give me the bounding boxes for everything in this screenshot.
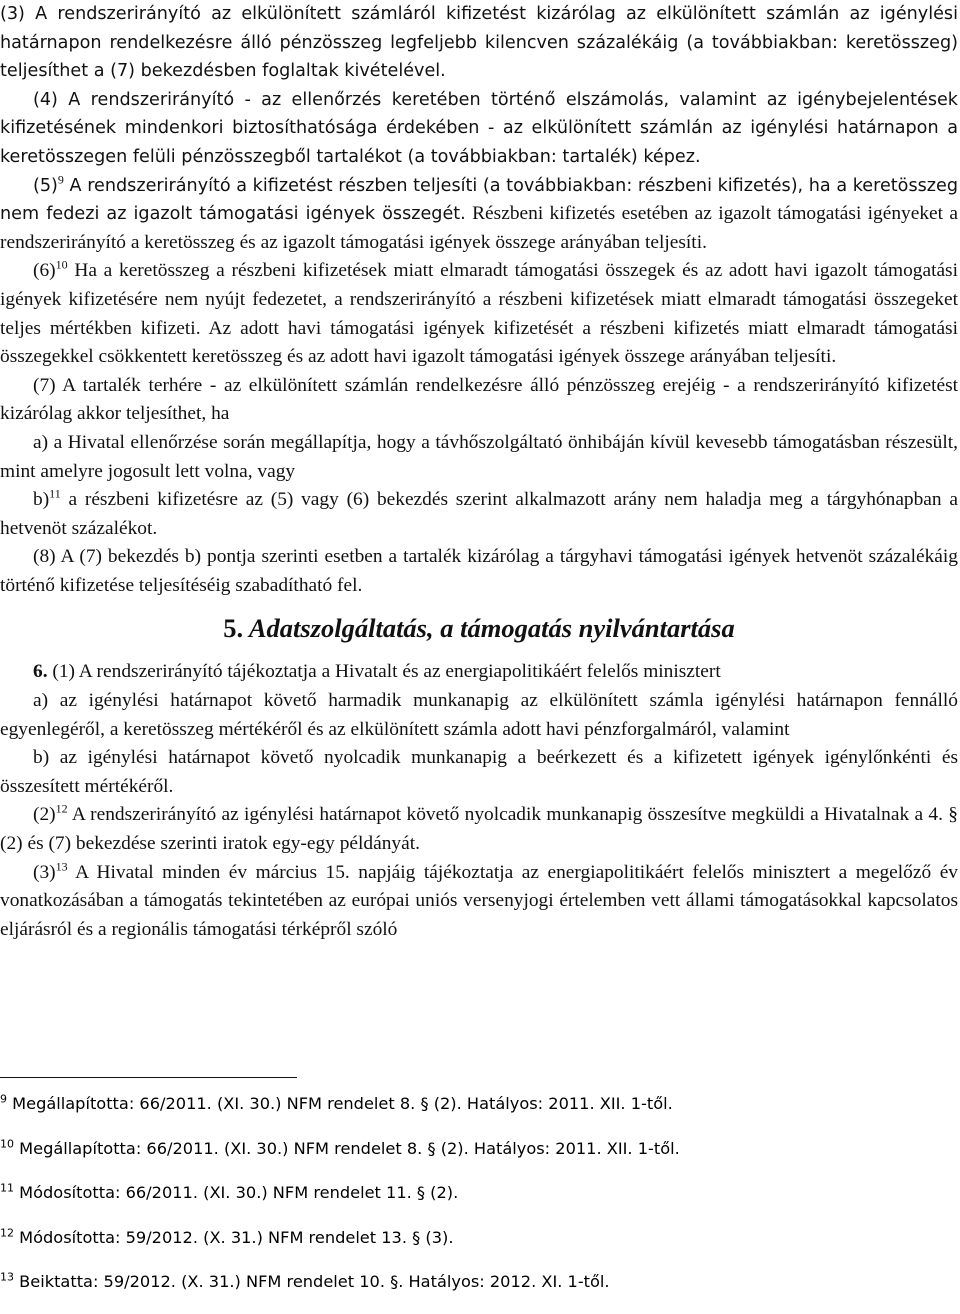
section-6-paragraph-3-number: (3) (33, 861, 56, 883)
paragraph-6 (0, 257, 958, 371)
footnote-item (0, 1180, 958, 1225)
footnote-text: Módosította: 66/2011. (XI. 30.) NFM rendelet 11. § (2). (14, 1183, 459, 1203)
paragraph-8: (8) A (7) bekezdés b) pontja szerinti esetben a tartalék kizárólag a tárgyhavi támogatási igények hetvenöt százalékáig történő kifizetése teljesítéséig szabadítható fel. (0, 546, 958, 596)
footnotes (0, 1091, 958, 1314)
section-6-text: (1) A rendszerirányító tájékoztatja a Hivatalt és az energiapolitikáért felelős minisztert (47, 661, 721, 683)
footnote-ref-9[interactable]: 9 (57, 172, 64, 187)
section-6-paragraph-3-text: A Hivatal minden év március 15. napjáig tájékoztatja az energiapolitikáért felelős minisztert a megelőző év vonatkozásában a támogatás tekintetében az európai uniós versenyjogi értelemben vett állami támogatásokkal kapcsolatos eljárásról és a regionális támogatási térképről szóló (0, 861, 958, 940)
section-6-point-a: a) az igénylési határnapot követő harmadik munkanapig az elkülönített számla igénylési határnapon fennálló egyenlegéről, a keretösszeg mértékéről és az elkülönített számla adott havi pénzforgalmáról, valamint (0, 690, 958, 740)
section-6-paragraph-1 (0, 658, 958, 687)
footnote-number: 10 (0, 1137, 14, 1151)
footnote-ref-12[interactable]: 12 (55, 801, 68, 816)
footnote-item (0, 1091, 958, 1136)
section-heading (0, 612, 958, 644)
paragraph-6-text: Ha a keretösszeg a részbeni kifizetések miatt elmaradt támogatási összegek és az adott havi igazolt támogatási igények kifizetésére nem nyújt fedezetet, a rendszerirányító a részbeni kifizetések miatt elmaradt támogatási összegeket teljes mértékben kifizeti. Az adott havi támogatási igények kifizetését a részbeni kifizetés miatt elmaradt támogatási összegekkel csökkentett keretösszeg és az adott havi igazolt támogatási igények összege arányában teljesíti. (0, 260, 958, 368)
footnote-number: 11 (0, 1181, 14, 1195)
footnote-text: Megállapította: 66/2011. (XI. 30.) NFM rendelet 8. § (2). Hatályos: 2011. XII. 1-től. (14, 1138, 680, 1158)
paragraph-3: (3) A rendszerirányító az elkülönített számláról kifizetést kizárólag az elkülönített számlán az igénylési határnapon rendelkezésre álló pénzösszeg legfeljebb kilencven százalékáig (a továbbiakban: keretösszeg) teljesíthet a (7) bekezdésben foglaltak kivételével. (0, 4, 958, 82)
section-6-paragraph-3 (0, 859, 958, 945)
footnote-item (0, 1136, 958, 1181)
paragraph-5-number: (5) (33, 175, 58, 196)
footnote-ref-11[interactable]: 11 (49, 486, 61, 501)
section-title: Adatszolgáltatás, a támogatás nyilvántartása (248, 613, 735, 644)
footnote-divider (0, 1077, 297, 1078)
paragraph-7b (0, 486, 958, 543)
paragraph-5-text-a: A rendszerirányító a kifizetést részben teljesíti (a továbbiakban: részbeni kifizetés), ha a keretösszeg nem fedezi az igazolt támogatási igények összegét. (0, 175, 958, 225)
footnote-ref-10[interactable]: 10 (55, 257, 68, 272)
footnote-number: 13 (0, 1270, 14, 1284)
footnote-text: Beiktatta: 59/2012. (X. 31.) NFM rendelet 10. §. Hatályos: 2012. XI. 1-től. (14, 1272, 610, 1292)
section-6-paragraph-2-number: (2) (33, 804, 56, 826)
footnote-text: Megállapította: 66/2011. (XI. 30.) NFM rendelet 8. § (2). Hatályos: 2011. XII. 1-től. (7, 1094, 673, 1113)
section-number: 5. (223, 613, 244, 644)
paragraph-7: (7) A tartalék terhére - az elkülönített számlán rendelkezésre álló pénzösszeg erejéig - a rendszerirányító kifizetést kizárólag akkor teljesíthet, ha (0, 374, 958, 425)
section-6-point-b: b) az igénylési határnapot követő nyolcadik munkanapig a beérkezett és a kifizetett igények igénylőnkénti és összesített mértékéről. (0, 747, 958, 797)
paragraph-7a: a) a Hivatal ellenőrzése során megállapítja, hogy a távhőszolgáltató önhibáján kívül kevesebb támogatásban részesült, mint amelyre jogosult lett volna, vagy (0, 431, 958, 482)
paragraph-5 (0, 172, 958, 258)
footnote-number: 12 (0, 1226, 14, 1240)
footnote-text: Módosította: 59/2012. (X. 31.) NFM rendelet 13. § (3). (14, 1227, 454, 1247)
footnote-item (0, 1225, 958, 1270)
paragraph-7b-text: a részbeni kifizetésre az (5) vagy (6) bekezdés szerint alkalmazott arány nem haladja meg a tárgyhónapban a hetvenöt százalékot. (0, 489, 958, 539)
paragraph-5-text-b: Részbeni kifizetés esetében az igazolt támogatási igényeket a rendszerirányító a keretösszeg és az igazolt támogatási igények összege arányában teljesíti. (0, 203, 958, 253)
section-6-paragraph-2-text: A rendszerirányító az igénylési határnapot követő nyolcadik munkanapig összesítve megküldi a Hivatalnak a 4. § (2) és (7) bekezdése szerinti iratok egy-egy példányát. (0, 804, 958, 855)
section-6-paragraph-2 (0, 801, 958, 858)
paragraph-4: (4) A rendszerirányító - az ellenőrzés keretében történő elszámolás, valamint az igénybejelentések kifizetésének mindenkori biztosíthatósága érdekében - az elkülönített számlán az igénylési határnapon a keretösszegen felüli pénzösszegből tartalékot (a továbbiakban: tartalék) képez. (0, 89, 958, 167)
section-6-number: 6. (33, 661, 48, 683)
footnote-number: 9 (0, 1092, 7, 1106)
footnote-ref-13[interactable]: 13 (55, 859, 68, 874)
paragraph-7b-number: b) (33, 489, 50, 511)
paragraph-6-number: (6) (33, 260, 56, 282)
footnote-item (0, 1269, 958, 1314)
